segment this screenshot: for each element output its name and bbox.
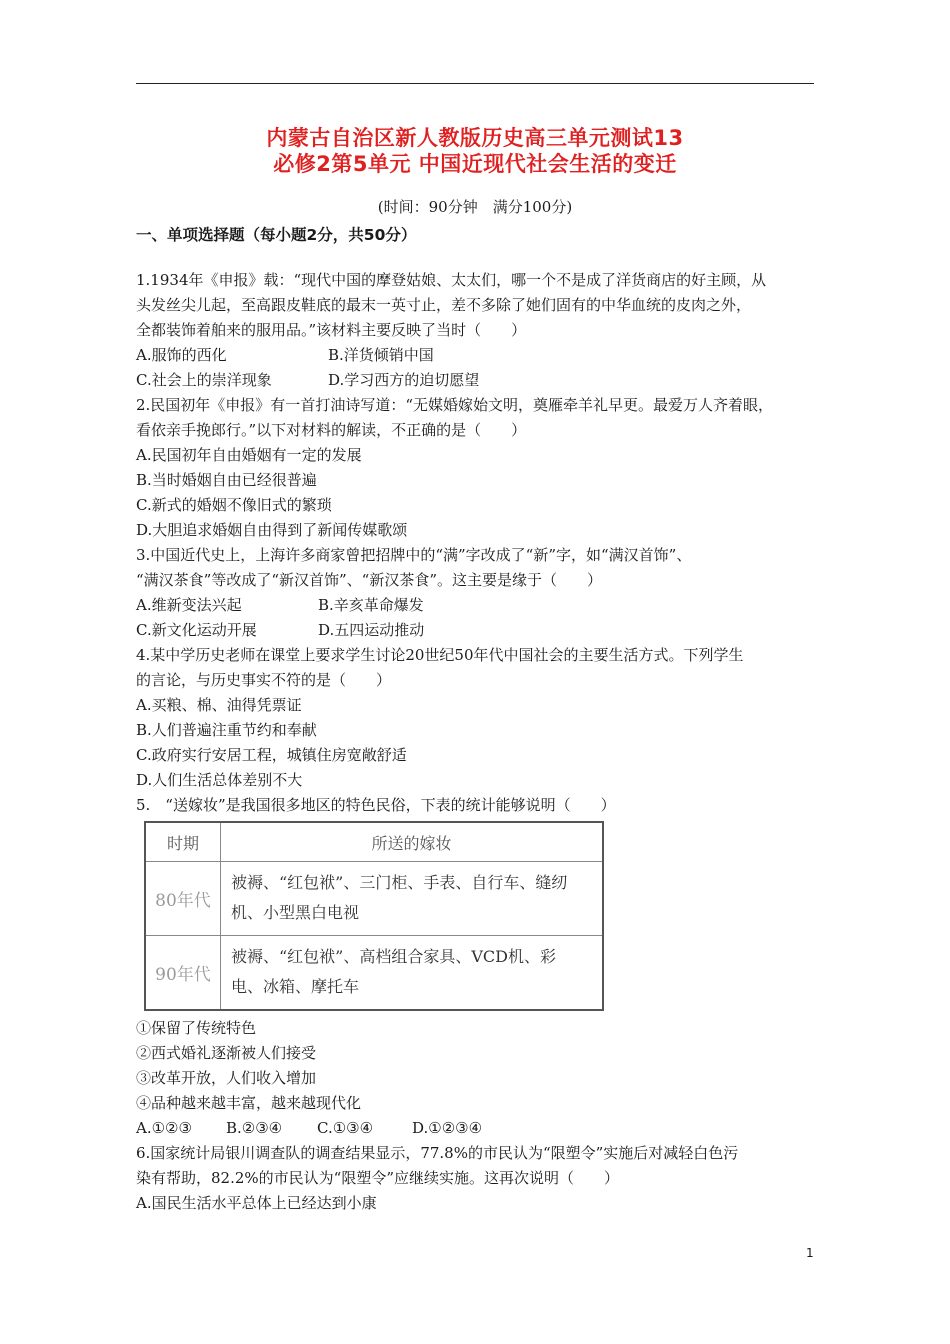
table-cell-items-line: 被褥、“红包袱”、三门柜、手表、自行车、缝纫 <box>231 873 568 893</box>
page-number: 1 <box>806 1246 814 1260</box>
question-3-option-b: B.辛亥革命爆发 <box>318 596 424 614</box>
section-heading: 一、单项选择题（每小题2分，共50分） <box>136 226 417 244</box>
question-3-line: 3.中国近代史上，上海许多商家曾把招牌中的“满”字改成了“新”字，如“满汉首饰”、 <box>136 546 692 564</box>
question-3-option-a: A.维新变法兴起 <box>136 596 242 614</box>
question-5-option-b: B.②③④ <box>226 1119 283 1137</box>
question-2-option-d: D.大胆追求婚姻自由得到了新闻传媒歌颂 <box>136 521 408 539</box>
header-rule <box>136 83 814 84</box>
question-5-statement: ②西式婚礼逐渐被人们接受 <box>136 1044 317 1062</box>
question-5-option-a: A.①②③ <box>136 1119 192 1137</box>
table-cell-period: 90年代 <box>145 935 221 1010</box>
question-4-option-b: B.人们普遍注重节约和奉献 <box>136 721 317 739</box>
question-1-option-b: B.洋货倾销中国 <box>328 346 434 364</box>
table-header-period: 时期 <box>145 822 221 862</box>
question-3-option-c: C.新文化运动开展 <box>136 621 257 639</box>
question-5-statement: ④品种越来越丰富，越来越现代化 <box>136 1094 362 1112</box>
question-5-option-c: C.①③④ <box>317 1119 374 1137</box>
question-5-statement: ①保留了传统特色 <box>136 1019 257 1037</box>
table-header-items: 所送的嫁妆 <box>221 822 604 862</box>
question-5-stem: 5. “送嫁妆”是我国很多地区的特色民俗，下表的统计能够说明（ ） <box>136 796 616 814</box>
question-4-option-d: D.人们生活总体差别不大 <box>136 771 303 789</box>
question-5-statement: ③改革开放，人们收入增加 <box>136 1069 317 1087</box>
table-cell-items-line: 被褥、“红包袱”、高档组合家具、VCD机、彩 <box>231 947 556 967</box>
question-3-option-d: D.五四运动推动 <box>318 621 425 639</box>
table-row <box>145 935 603 1010</box>
question-1-line: 全都装饰着舶来的服用品。”该材料主要反映了当时（ ） <box>136 321 527 339</box>
question-4-line: 的言论，与历史事实不符的是（ ） <box>136 671 392 689</box>
question-6-line: 染有帮助，82.2%的市民认为“限塑令”应继续实施。这再次说明（ ） <box>136 1169 619 1187</box>
question-4-option-c: C.政府实行安居工程，城镇住房宽敞舒适 <box>136 746 407 764</box>
question-6-option-a: A.国民生活水平总体上已经达到小康 <box>136 1194 377 1212</box>
question-4-line: 4.某中学历史老师在课堂上要求学生讨论20世纪50年代中国社会的主要生活方式。下列学生 <box>136 646 744 664</box>
table-cell-items-line: 电、冰箱、摩托车 <box>231 977 360 997</box>
question-6-line: 6.国家统计局银川调查队的调查结果显示，77.8%的市民认为“限塑令”实施后对减轻白色污 <box>136 1144 739 1162</box>
question-5-option-d: D.①②③④ <box>412 1119 483 1137</box>
question-1-line: 头发丝尖儿起，至高跟皮鞋底的最末一英寸止，差不多除了她们固有的中华血统的皮肉之外， <box>136 296 752 314</box>
document-title: 内蒙古自治区新人教版历史高三单元测试13 <box>266 126 684 150</box>
table-header-row <box>145 822 603 862</box>
question-2-option-c: C.新式的婚姻不像旧式的繁琐 <box>136 496 332 514</box>
dowry-table <box>144 821 604 1011</box>
table-row <box>145 862 603 936</box>
question-2-line: 看依亲手挽郎行。”以下对材料的解读，不正确的是（ ） <box>136 421 527 439</box>
question-1-option-a: A.服饰的西化 <box>136 346 227 364</box>
table-cell-period: 80年代 <box>145 862 221 936</box>
exam-meta: (时间：90分钟 满分100分) <box>377 198 573 216</box>
question-1-line: 1.1934年《申报》载：“现代中国的摩登姑娘、太太们，哪一个不是成了洋货商店的好主顾，从 <box>136 271 767 289</box>
question-1-option-d: D.学习西方的迫切愿望 <box>328 371 480 389</box>
table-cell-items <box>221 935 604 1010</box>
question-3-line: “满汉茶食”等改成了“新汉首饰”、“新汉茶食”。这主要是缘于（ ） <box>136 571 603 589</box>
question-1-option-c: C.社会上的崇洋现象 <box>136 371 272 389</box>
question-4-option-a: A.买粮、棉、油得凭票证 <box>136 696 302 714</box>
table-cell-items-line: 机、小型黑白电视 <box>231 903 360 923</box>
question-2-option-a: A.民国初年自由婚姻有一定的发展 <box>136 446 362 464</box>
question-2-option-b: B.当时婚姻自由已经很普遍 <box>136 471 317 489</box>
document-subtitle: 必修2第5单元 中国近现代社会生活的变迁 <box>273 152 677 176</box>
question-2-line: 2.民国初年《申报》有一首打油诗写道：“无媒婚嫁始文明，奠雁牵羊礼早更。最爱万人齐着眼， <box>136 396 773 414</box>
table-cell-items <box>221 862 604 936</box>
